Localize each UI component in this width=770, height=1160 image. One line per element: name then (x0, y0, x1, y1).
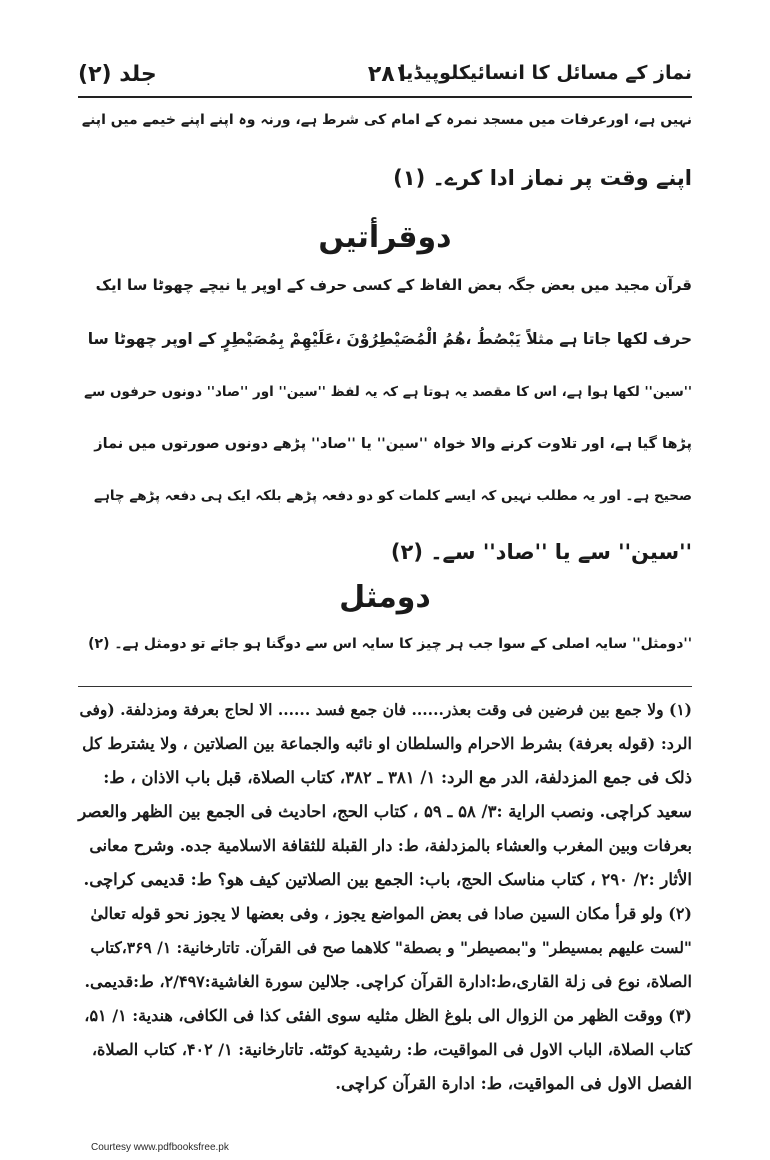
page-header (78, 60, 692, 92)
body-line: ''سین'' لکھا ہوا ہے، اس کا مقصد یہ ہوتا ہے کہ یہ لفظ ''سین'' اور ''صاد'' دونوں حرفوں سے (84, 384, 692, 400)
section-heading-two-shadows: دومثل (339, 580, 431, 615)
footnote-line: (۱) ولا جمع بین فرضین فی وقت بعذر...... فان جمع فسد ...... الا لحاج بعرفة ومزدلفة. (وفی (79, 700, 692, 719)
footnote-line: بعرفات وبین المغرب والعشاء بالمزدلفة، ط: دار القبلة للثقافة الاسلامیة جده. وشرح معانی (89, 836, 692, 855)
section-heading-two-recitations: دوقرأتیں (318, 220, 452, 255)
footnote-line: كتاب الصلاة، الباب الاول فی المواقیت، ط: رشیدیة كوئٹه. تاتارخانیة: ۱/ ۴۰۲، كتاب الصلاة، (91, 1040, 692, 1059)
body-line: اپنے وقت پر نماز ادا کرے۔ (۱) (393, 166, 692, 190)
footnote-line: الأثار :۲/ ۲۹۰ ، كتاب مناسک الحج، باب: الجمع بین الصلاتین کیف هو؟ ط: قدیمی كراچی. (83, 870, 692, 889)
body-line: حرف لکھا جاتا ہے مثلاً یَبْصُطُ ،ھُمُ الْمُصَیْطِرُوْنَ ،عَلَیْھِمْ بِمُصَیْطِرٍ کے اوپر چھوٹا سا (87, 330, 692, 348)
header-rule (78, 96, 692, 98)
volume-label: جلد (۲) (78, 62, 157, 87)
body-line: پڑھا گیا ہے، اور تلاوت کرنے والا خواہ ''سین'' یا ''صاد'' پڑھے دونوں صورتوں میں نماز (94, 436, 692, 452)
footnote-line: الفصل الاول فی المواقیت، ط: ادارة القرآن كراچی. (335, 1074, 692, 1093)
courtesy-link[interactable]: Courtesy www.pdfbooksfree.pk (91, 1142, 229, 1153)
footnote-line: "لست علیهم بمسیطر" و"بمصیطر" و بصطة" كلاهما صح فی القرآن. تاتارخانیة: ۱/ ۳۶۹،كتاب (90, 938, 692, 957)
footnote-line: الصلاة، نوع فی زلة القاری،ط:ادارة القرآن كراچی. جلالین سورة الغاشیة:۲/۴۹۷، ط:قدیمی. (84, 972, 692, 991)
footnote-divider (78, 686, 692, 687)
footnote-line: (۳) ووقت الظهر من الزوال الی بلوغ الظل مثلیه سوی الفئی كذا فی الكافی، هندیة: ۱/ ۵۱، (84, 1006, 692, 1025)
footnote-line: الرد: (قوله بعرفة) بشرط الاحرام والسلطان او نائبه والجماعة بین الصلاتین ، ولا یشترط كل (82, 734, 692, 753)
footnote-line: ذلک فی جمع المزدلفة، الدر مع الرد: ۱/ ۳۸۱ ـ ۳۸۲، كتاب الصلاة، قبل باب الاذان ، ط: (103, 768, 692, 787)
footnote-line: سعید كراچی. ونصب الرایة :۳/ ۵۸ ـ ۵۹ ، كتاب الحج، احادیث فی الجمع بین الظهر والعصر (78, 802, 692, 821)
page-number: ۲۸۱ (367, 62, 409, 87)
book-title: نماز کے مسائل کا انسائیکلوپیڈیا (399, 62, 692, 84)
body-line: ''دومثل'' سایہ اصلی کے سوا جب ہر چیز کا سایہ اس سے دوگنا ہو جائے تو دومثل ہے۔ (۲) (88, 636, 692, 652)
body-line: ''سین'' سے یا ''صاد'' سے۔ (۲) (390, 540, 692, 564)
footnote-line: (۲) ولو قرأ مكان السین صادا فی بعض المواضع یجوز ، وفی بعضها لا یجوز نحو قوله تعالیٰ (90, 904, 692, 923)
body-line: نہیں ہے، اورعرفات میں مسجد نمرہ کے امام کی شرط ہے، ورنہ وہ اپنے اپنے خیمے میں اپنے (81, 112, 692, 128)
body-line: صحیح ہے۔ اور یہ مطلب نہیں کہ ایسے کلمات کو دو دفعہ پڑھے بلکہ ایک ہی دفعہ پڑھے چاہے (94, 488, 692, 504)
body-line: قرآن مجید میں بعض جگہ بعض الفاظ کے کسی حرف کے اوپر یا نیچے چھوٹا سا ایک (95, 276, 692, 294)
